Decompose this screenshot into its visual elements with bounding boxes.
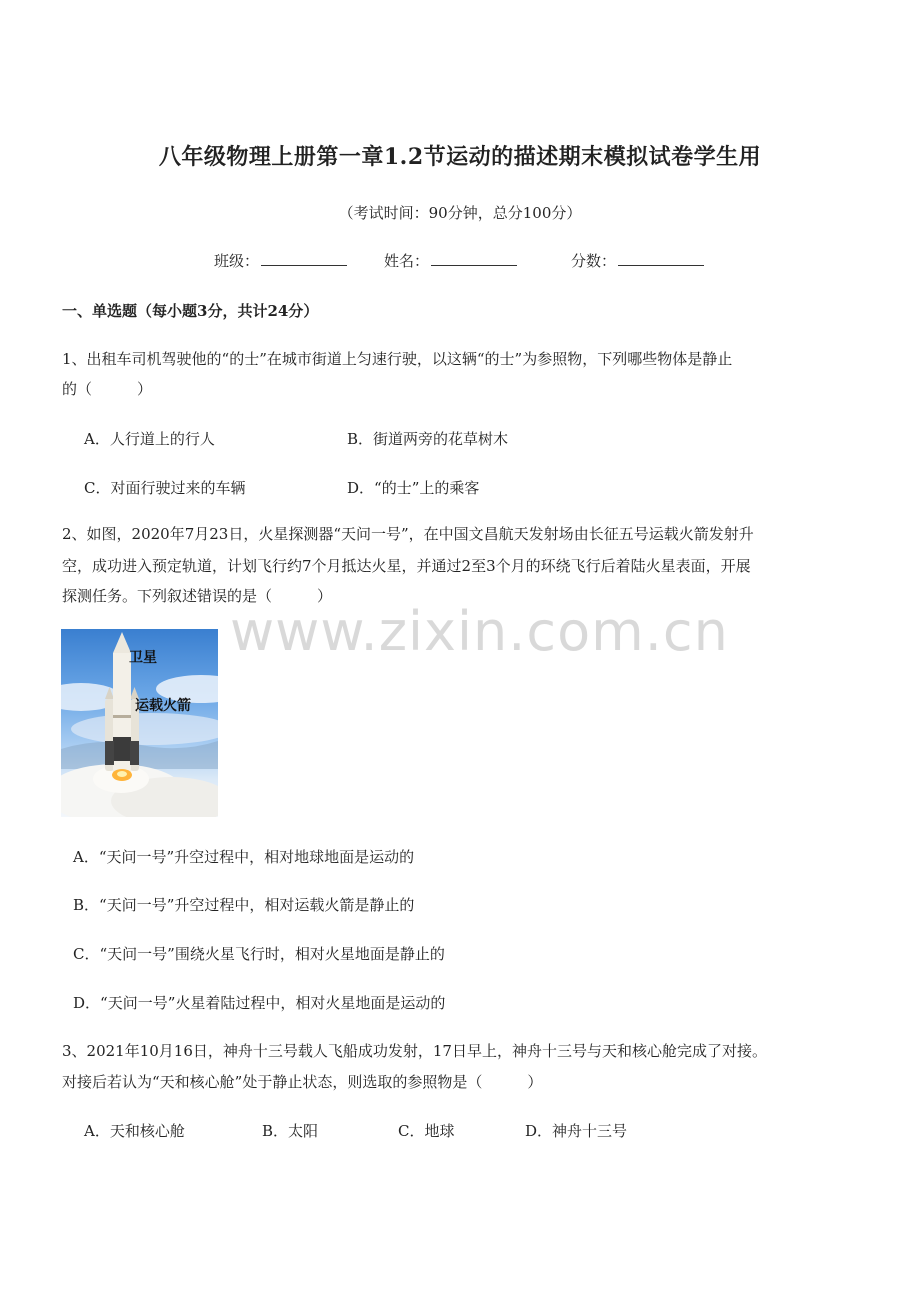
q2-option-b[interactable]: B．“天问一号”升空过程中，相对运载火箭是静止的 <box>73 896 415 914</box>
figure-label-rocket: 运载火箭 <box>135 698 191 714</box>
q1-option-b[interactable]: B．街道两旁的花草树木 <box>347 430 509 448</box>
name-field <box>384 250 517 271</box>
score-blank[interactable] <box>618 253 704 266</box>
name-blank[interactable] <box>431 253 517 266</box>
q3-stem-line2: 对接后若认为“天和核心舱”处于静止状态，则选取的参照物是（ ） <box>62 1073 543 1091</box>
q2-stem-line2: 空，成功进入预定轨道，计划飞行约7个月抵达火星，并通过2至3个月的环绕飞行后着陆火星表面，开展 <box>62 557 751 575</box>
q1-stem-line2: 的（ ） <box>62 380 153 398</box>
q2-stem-line3: 探测任务。下列叙述错误的是（ ） <box>62 587 333 605</box>
q1-option-d[interactable]: D．“的士”上的乘客 <box>347 479 480 497</box>
figure-label-satellite: 卫星 <box>129 650 157 666</box>
q2-option-d[interactable]: D．“天问一号”火星着陆过程中，相对火星地面是运动的 <box>73 994 446 1012</box>
page-title: 八年级物理上册第一章1.2节运动的描述期末模拟试卷学生用 <box>158 144 762 170</box>
watermark-text: www.zixin.com.cn <box>230 600 729 663</box>
exam-info-subtitle: （考试时间：90分钟，总分100分） <box>338 204 582 222</box>
q3-option-d[interactable]: D．神舟十三号 <box>525 1122 628 1140</box>
q3-option-c[interactable]: C．地球 <box>398 1122 455 1140</box>
q2-stem-line1: 2、如图，2020年7月23日，火星探测器“天问一号”，在中国文昌航天发射场由长征五号运载火箭发射升 <box>62 525 754 543</box>
class-field <box>214 250 347 271</box>
class-label: 班级： <box>214 252 260 270</box>
q1-stem-line1: 1、出租车司机驾驶他的“的士”在城市街道上匀速行驶，以这辆“的士”为参照物，下列哪些物体是静止 <box>62 350 733 368</box>
q1-option-a[interactable]: A．人行道上的行人 <box>84 430 215 448</box>
rocket-launch-image <box>61 629 218 817</box>
q3-stem-line1: 3、2021年10月16日，神舟十三号载人飞船成功发射，17日早上，神舟十三号与天和核心舱完成了对接。 <box>62 1042 767 1060</box>
q3-option-a[interactable]: A．天和核心舱 <box>84 1122 185 1140</box>
class-blank[interactable] <box>261 253 347 266</box>
score-field <box>571 250 704 271</box>
name-label: 姓名： <box>384 252 430 270</box>
q2-option-a[interactable]: A．“天问一号”升空过程中，相对地球地面是运动的 <box>73 848 415 866</box>
score-label: 分数： <box>571 252 617 270</box>
q3-option-b[interactable]: B．太阳 <box>262 1122 319 1140</box>
section-heading: 一、单选题（每小题3分，共计24分） <box>62 302 319 320</box>
q2-option-c[interactable]: C．“天问一号”围绕火星飞行时，相对火星地面是静止的 <box>73 945 445 963</box>
q1-option-c[interactable]: C．对面行驶过来的车辆 <box>84 479 246 497</box>
